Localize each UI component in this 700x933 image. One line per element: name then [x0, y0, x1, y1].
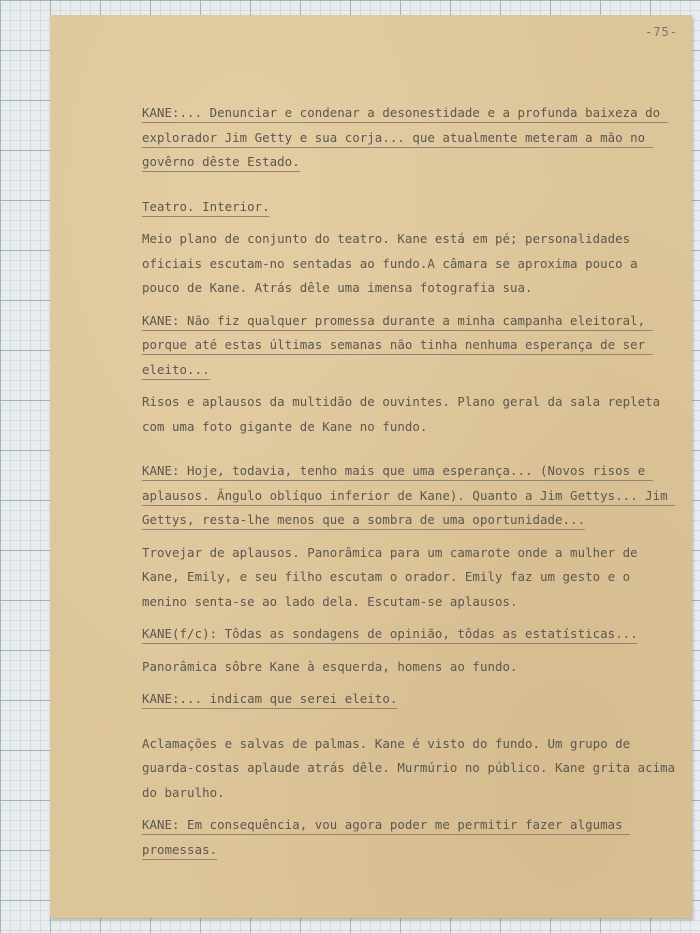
scene-heading-teatro: Teatro. Interior.: [142, 198, 270, 214]
dialogue-kane-denunciar: KANE:... Denunciar e condenar a desonestidade e a profunda baixeza do explorador Jim Getty e sua corja... que atualmente meteram a mão no govêrno dêste Estado.: [142, 105, 668, 169]
action-aclamacoes: Aclamações e salvas de palmas. Kane é visto do fundo. Um grupo de guarda-costas aplaude atrás dêle. Murmúrio no público. Kane grita acima do barulho.: [142, 735, 683, 800]
action-panoramica-kane: Panorâmica sôbre Kane à esquerda, homens ao fundo.: [142, 658, 518, 674]
dialogue-kane-promessas: KANE: Em consequência, vou agora poder me permitir fazer algumas promessas.: [142, 817, 631, 857]
dialogue-kane-esperanca: KANE: Hoje, todavia, tenho mais que uma esperança... (Novos risos e aplausos. Ângulo oblíquo inferior de Kane). Quanto a Jim Gettys... Jim Gettys, resta-lhe menos que a sombra de uma oportunidade...: [142, 463, 676, 527]
dialogue-kane-eleito: KANE:... indicam que serei eleito.: [142, 691, 398, 706]
action-risos: Risos e aplausos da multidão de ouvintes. Plano geral da sala repleta com uma foto gigante de Kane no fundo.: [142, 394, 668, 434]
dialogue-kane-promessa: KANE: Não fiz qualquer promessa durante a minha campanha eleitoral, porque até estas últimas semanas não tinha nenhuma esperança de ser eleito...: [142, 312, 653, 377]
typewritten-page: [50, 15, 692, 918]
action-meio-plano: Meio plano de conjunto do teatro. Kane está em pé; personalidades oficiais escutam-no sentadas ao fundo.A câmara se aproxima pouco a pouco de Kane. Atrás dêle uma imensa fotografia sua.: [142, 231, 646, 295]
page-number: -75-: [645, 25, 678, 39]
script-body: [142, 101, 682, 862]
action-trovejar: Trovejar de aplausos. Panorâmica para um camarote onde a mulher de Kane, Emily, e seu filho escutam o orador. Emily faz um gesto e o menino senta-se ao lado dela. Escutam-se aplausos.: [142, 544, 646, 609]
dialogue-kane-sondagens: KANE(f/c): Tôdas as sondagens de opinião, tôdas as estatísticas...: [142, 626, 638, 641]
